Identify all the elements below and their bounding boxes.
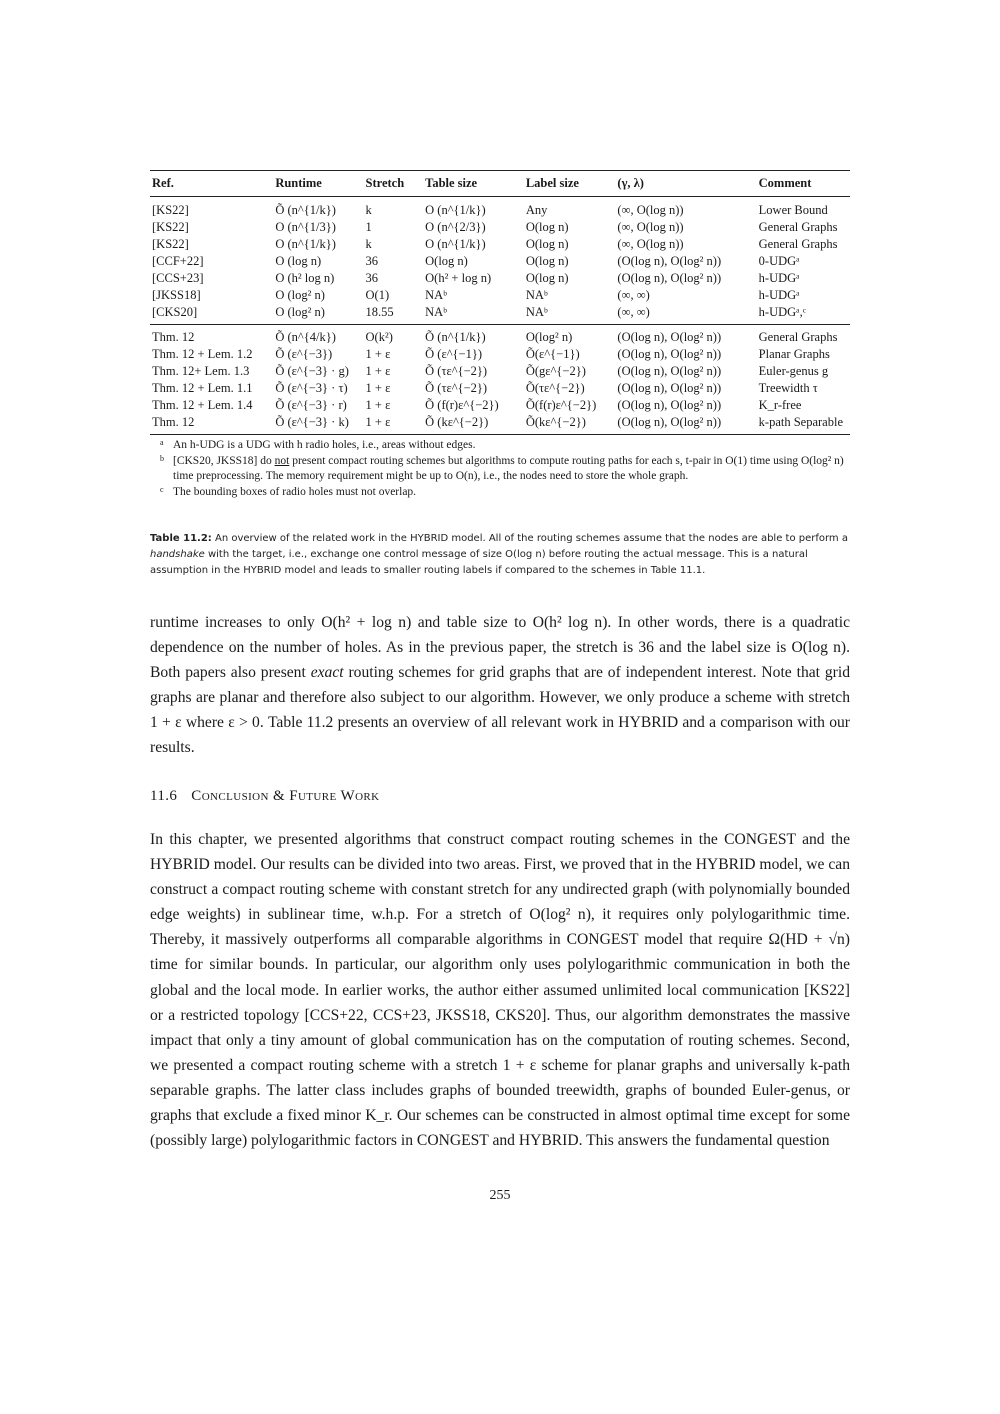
cell-table-size: Õ (n^{1/k}) — [425, 330, 486, 344]
cell-stretch: 1 + ε — [365, 364, 391, 378]
table-row — [150, 380, 850, 397]
footnote-text: present compact routing schemes but algorithms to compute routing paths for each s, t-pair in O(1) time using O(log² n) time preprocessing. The memory requirement might be up to O(n), i.e., the nodes need to store the whole graph. — [173, 454, 844, 482]
cell-runtime: Õ (ε^{−3} · g) — [275, 364, 349, 378]
table-header-row — [150, 171, 850, 197]
cell-comment: 0-UDGᵃ — [758, 254, 800, 268]
cell-stretch: 1 + ε — [365, 415, 391, 429]
table-row — [150, 346, 850, 363]
cell-stretch: O(1) — [365, 288, 390, 302]
footnote-text: An h-UDG is a UDG with h radio holes, i.e., areas without edges. — [173, 439, 476, 451]
section-number: 11.6 — [150, 788, 178, 804]
table-row — [150, 287, 850, 304]
cell-label-size: Õ(kε^{−2}) — [525, 415, 586, 429]
cell-table-size: O (n^{1/k}) — [425, 203, 486, 217]
cell-comment: Planar Graphs — [758, 347, 830, 361]
cell-label-size: O(log n) — [525, 271, 569, 285]
column-header-label-size: Label size — [525, 176, 579, 190]
cell-runtime: Õ (ε^{−3} · τ) — [275, 381, 348, 395]
related-work-table — [150, 170, 850, 435]
table-row — [150, 236, 850, 253]
our-results-rows — [150, 325, 850, 435]
cell-gamma-lambda: (O(log n), O(log² n)) — [617, 330, 722, 344]
column-header-table-size: Table size — [425, 176, 478, 190]
cell-stretch: 1 + ε — [365, 398, 391, 412]
cell-ref: [CKS20] — [152, 305, 198, 319]
cell-ref: Thm. 12 — [152, 415, 195, 429]
cell-comment: Euler-genus g — [758, 364, 829, 378]
footnote-mark: a — [160, 438, 164, 447]
cell-label-size: O(log n) — [525, 220, 569, 234]
footnote-b — [160, 454, 860, 485]
section-title: Conclusion & Future Work — [191, 788, 380, 804]
caption-emphasis: handshake — [150, 549, 205, 560]
table-row — [150, 363, 850, 380]
cell-ref: [CCF+22] — [152, 254, 204, 268]
cell-comment: K_r-free — [758, 398, 802, 412]
cell-runtime: O (log² n) — [275, 288, 325, 302]
cell-ref: Thm. 12 + Lem. 1.1 — [152, 381, 253, 395]
cell-label-size: NAᵇ — [525, 305, 548, 319]
section-heading — [150, 788, 380, 805]
cell-gamma-lambda: (O(log n), O(log² n)) — [617, 415, 722, 429]
cell-ref: Thm. 12+ Lem. 1.3 — [152, 364, 250, 378]
cell-ref: Thm. 12 + Lem. 1.4 — [152, 398, 253, 412]
cell-table-size: Õ (τε^{−2}) — [425, 364, 488, 378]
cell-gamma-lambda: (O(log n), O(log² n)) — [617, 381, 722, 395]
table-row — [150, 270, 850, 287]
table-footnotes — [160, 438, 860, 500]
column-header-stretch: Stretch — [365, 176, 405, 190]
cell-label-size: Õ(f(r)ε^{−2}) — [525, 398, 597, 412]
cell-stretch: 1 + ε — [365, 381, 391, 395]
cell-stretch: k — [365, 237, 372, 251]
paragraph-emphasis: exact — [310, 664, 344, 682]
related-work-table-container — [150, 170, 850, 435]
table-row — [150, 219, 850, 236]
table-row — [150, 197, 850, 220]
footnote-text: The bounding boxes of radio holes must not overlap. — [173, 485, 417, 498]
footnote-emphasis: not — [274, 454, 290, 467]
cell-ref: [KS22] — [152, 220, 189, 234]
cell-label-size: Any — [525, 203, 548, 217]
column-header-gamma-lambda: (γ, λ) — [617, 176, 644, 190]
cell-comment: Treewidth τ — [758, 381, 818, 395]
cell-comment: General Graphs — [758, 330, 838, 344]
cell-stretch: 18.55 — [365, 305, 394, 319]
cell-table-size: O(h² + log n) — [425, 271, 492, 285]
footnote-a — [160, 438, 860, 454]
cell-gamma-lambda: (∞, ∞) — [617, 305, 650, 319]
column-header-comment: Comment — [758, 176, 812, 190]
paragraph-text: In this chapter, we presented algorithms that construct compact routing schemes in the CONGEST and the HYBRID model. Our results can be divided into two areas. First, we proved that in the HYBRID model, we can construct a compact routing scheme with constant stretch for any undirected graph (with polynomially bounded edge weights) in sublinear time, w.h.p. For a stretch of O(log² n), it requires only polylogarithmic time. Thereby, it massively outperforms all comparable algorithms in CONGEST model that require Ω(HD + √n) time for similar bounds. In particular, our algorithm only uses polylogarithmic communication in both the global and the local mode. In earlier works, the author either assumed unlimited local communication [KS22] or a restricted topology [CCS+22, CCS+23, JKSS18, CKS20]. Thus, our algorithm demonstrates the massive impact that only a tiny amount of global communication has on the computation of routing schemes. Second, we presented a compact routing scheme with a stretch 1 + ε scheme for planar graphs and universally k-path separable graphs. The latter class includes graphs of bounded treewidth, graphs of bounded Euler-genus, or graphs that exclude a fixed minor K_r. Our schemes can be constructed in almost optimal time except for some (possibly large) polylogarithmic factors in CONGEST and HYBRID. This answers the fundamental question — [150, 831, 850, 1150]
cell-stretch: k — [365, 203, 372, 217]
cell-runtime: Õ (ε^{−3} · r) — [275, 398, 347, 412]
table-row — [150, 325, 850, 347]
cell-label-size: Õ(ε^{−1}) — [525, 347, 580, 361]
cell-stretch: 1 — [365, 220, 372, 234]
table-row — [150, 253, 850, 270]
caption-text: An overview of the related work in the HYBRID model. All of the routing schemes assume that the nodes are able to perform a — [211, 533, 848, 544]
table-row — [150, 397, 850, 414]
cell-table-size: O (n^{2/3}) — [425, 220, 486, 234]
cell-table-size: Õ (τε^{−2}) — [425, 381, 488, 395]
cell-gamma-lambda: (O(log n), O(log² n)) — [617, 254, 722, 268]
footnote-text: [CKS20, JKSS18] do — [173, 454, 275, 467]
cell-runtime: O (log² n) — [275, 305, 325, 319]
conclusion-paragraph — [150, 827, 850, 1153]
cell-label-size: O(log n) — [525, 254, 569, 268]
table-caption — [150, 531, 850, 579]
cell-gamma-lambda: (∞, O(log n)) — [617, 220, 684, 234]
cell-gamma-lambda: (O(log n), O(log² n)) — [617, 398, 722, 412]
cell-label-size: Õ(gε^{−2}) — [525, 364, 586, 378]
column-header-ref: Ref. — [152, 176, 174, 190]
cell-gamma-lambda: (∞, ∞) — [617, 288, 650, 302]
table-row — [150, 304, 850, 325]
cell-runtime: Õ (n^{4/k}) — [275, 330, 336, 344]
cell-runtime: Õ (ε^{−3}) — [275, 347, 333, 361]
cell-table-size: Õ (f(r)ε^{−2}) — [425, 398, 499, 412]
cell-comment: General Graphs — [758, 237, 838, 251]
cell-stretch: 36 — [365, 271, 379, 285]
column-header-runtime: Runtime — [275, 176, 322, 190]
cell-table-size: NAᵇ — [425, 288, 448, 302]
paragraph-continuation — [150, 610, 850, 761]
footnote-mark: c — [160, 484, 164, 494]
cell-gamma-lambda: (O(log n), O(log² n)) — [617, 347, 722, 361]
footnote-mark: b — [160, 453, 164, 463]
cell-table-size: Õ (ε^{−1}) — [425, 347, 483, 361]
cell-ref: Thm. 12 — [152, 330, 195, 344]
cell-runtime: O (n^{1/k}) — [275, 237, 336, 251]
cell-gamma-lambda: (O(log n), O(log² n)) — [617, 364, 722, 378]
related-work-rows — [150, 197, 850, 325]
caption-text: with the target, i.e., exchange one control message of size O(log n) before routing the actual message. This is a natural assumption in the HYBRID model and leads to smaller routing labels if compared to the schemes in Table 11.1. — [150, 549, 808, 576]
cell-gamma-lambda: (O(log n), O(log² n)) — [617, 271, 722, 285]
cell-comment: h-UDGᵃ — [758, 271, 800, 285]
cell-table-size: NAᵇ — [425, 305, 448, 319]
cell-ref: [CCS+23] — [152, 271, 204, 285]
table-row — [150, 414, 850, 435]
cell-ref: [KS22] — [152, 203, 189, 217]
cell-gamma-lambda: (∞, O(log n)) — [617, 237, 684, 251]
cell-ref: Thm. 12 + Lem. 1.2 — [152, 347, 253, 361]
caption-label: Table 11.2: — [150, 533, 212, 544]
cell-ref: [KS22] — [152, 237, 189, 251]
cell-comment: h-UDGᵃ,ᶜ — [758, 305, 806, 319]
cell-table-size: Õ (kε^{−2}) — [425, 415, 489, 429]
cell-runtime: O (n^{1/3}) — [275, 220, 336, 234]
cell-comment: General Graphs — [758, 220, 838, 234]
cell-comment: Lower Bound — [758, 203, 828, 217]
cell-table-size: O(log n) — [425, 254, 468, 268]
paragraph-text: runtime increases to only O(h² + log n) and table size to O(h² log n). In other words, there is a quadratic dependence on the number of holes. As in the previous paper, the stretch is 36 and the label size is O(log n). Both papers also present — [150, 614, 850, 682]
cell-gamma-lambda: (∞, O(log n)) — [617, 203, 684, 217]
footnote-c — [160, 485, 860, 501]
cell-runtime: O (log n) — [275, 254, 322, 268]
cell-label-size: NAᵇ — [525, 288, 548, 302]
cell-runtime: O (h² log n) — [275, 271, 335, 285]
cell-stretch: O(k²) — [365, 330, 393, 344]
cell-ref: [JKSS18] — [152, 288, 201, 302]
cell-stretch: 1 + ε — [365, 347, 391, 361]
cell-comment: k-path Separable — [758, 415, 843, 429]
cell-runtime: Õ (ε^{−3} · k) — [275, 415, 349, 429]
page-number: 255 — [489, 1188, 511, 1203]
paragraph-text: routing schemes for grid graphs that are of independent interest. Note that grid graphs are planar and therefore also subject to our algorithm. However, we only produce a scheme with stretch 1 + ε where ε > 0. Table 11.2 presents an overview of all relevant work in HYBRID and a comparison with our results. — [150, 664, 850, 757]
cell-table-size: O (n^{1/k}) — [425, 237, 486, 251]
cell-label-size: O(log n) — [525, 237, 569, 251]
cell-label-size: Õ(τε^{−2}) — [525, 381, 585, 395]
cell-comment: h-UDGᵃ — [758, 288, 800, 302]
cell-stretch: 36 — [365, 254, 379, 268]
cell-label-size: O(log² n) — [525, 330, 573, 344]
cell-runtime: Õ (n^{1/k}) — [275, 203, 336, 217]
